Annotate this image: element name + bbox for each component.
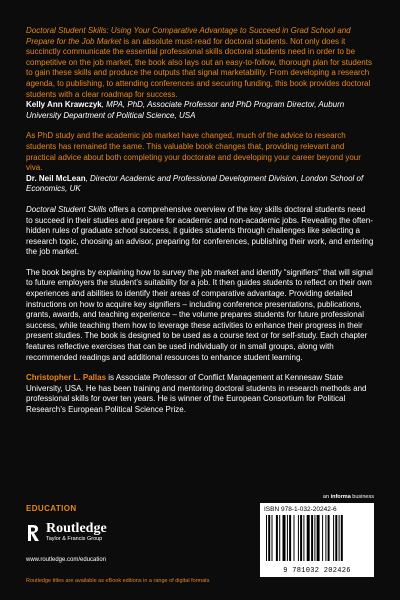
review-1-book-title: Doctoral Student Skills: Using Your Comparative Advantage to Succeed in Grad School and Prepare for the Job Market	[26, 26, 351, 46]
review-1-text	[26, 26, 374, 100]
review-1	[26, 26, 374, 121]
barcode-bar	[339, 515, 340, 561]
isbn-label: ISBN 978-1-032-20242-6	[264, 506, 337, 513]
barcode-bar	[287, 515, 288, 561]
review-1-attribution	[26, 100, 374, 121]
barcode-bar	[276, 515, 278, 561]
informa-imprint	[300, 494, 374, 500]
review-1-reviewer-name: Kelly Ann Krawczyk	[26, 100, 102, 110]
barcode-bar	[300, 515, 302, 561]
description-book-title: Doctoral Student Skills	[26, 204, 107, 214]
imprint-prefix: an	[322, 494, 330, 500]
review-2-attribution	[26, 174, 374, 195]
author-bio	[26, 373, 374, 415]
review-2-reviewer-name: Dr. Neil McLean	[26, 173, 86, 183]
barcode-bar	[294, 515, 295, 561]
description-paragraph-2	[26, 268, 374, 363]
description-paragraph-1	[26, 205, 374, 258]
publisher-name: Routledge	[46, 521, 107, 536]
barcode-icon	[264, 515, 370, 561]
publisher-group: Taylor & Francis Group	[46, 536, 103, 542]
description-p1-body: offers a comprehensive overview of the key skills doctoral students need to succeed in their studies and prepare for academic and non-academic jobs. Revealing the often-hidden rules of graduate school success, it guides students through challenges like selecting a research topic, choosing an advisor, preparing for conferences, publishing their work, and entering the job market.	[26, 204, 374, 257]
barcode-block	[260, 503, 374, 577]
description-p2-body: The book begins by explaining how to survey the job market and identify “signifiers” that will signal to future employers the student’s suitability for a job. It then guides students to reflect on their own experiences and abilities to identify their areas of comparative advantage. Providing detailed instructions on how to acquire key signifiers – including conference presentations, publications, grants, awards, and teaching experience – the volume prepares students for future professional success, while teaching them how to leverage these activities to enhance their progress in their present studies. The book is designed to be used as a course text or for self-study. Each chapter features reflective exercises that can be used individually or in small groups, along with recommended readings and additional resources to enhance student learning.	[26, 267, 373, 362]
barcode-bar	[322, 515, 323, 561]
barcode-bar	[325, 515, 326, 561]
barcode-bar	[289, 515, 291, 561]
publisher-url[interactable]: www.routledge.com/education	[26, 557, 107, 563]
barcode-bar	[268, 515, 270, 561]
author-bio-text: is Associate Professor of Conflict Management at Kennesaw State University, USA. He has been training and mentoring doctoral students in research methods and professional skills for over ten years. He is winner of the European Consortium for Political Research’s European Political Science Prize.	[26, 373, 367, 414]
barcode-bar	[328, 515, 330, 561]
barcode-bar	[272, 515, 273, 561]
barcode-digits: 9 781032 202426	[283, 567, 351, 575]
barcode-bar	[333, 515, 334, 561]
review-1-reviewer-title: , MPA, PhD, Associate Professor and PhD Program Director, Auburn University Department of Political Science, USA	[26, 100, 345, 120]
review-2	[26, 131, 374, 195]
barcode-bar	[341, 515, 343, 561]
routledge-logo-icon	[26, 524, 41, 542]
author-name: Christopher L. Pallas	[26, 373, 107, 383]
barcode-bar	[303, 515, 304, 561]
barcode-bar	[279, 515, 280, 561]
review-1-body: is an absolute must-read for doctoral students. Not only does it succinctly communicate the essential professional skills doctoral students need in order to be competitive on the job market, the book also lays out an easy-to-follow, thorough plan for students to gain these skills and produce the outputs that signal marketability. From developing a research agenda, to publishing, to attending conferences and securing funding, this book provides doctoral students with a clear roadmap for success.	[26, 36, 372, 99]
barcode-bar	[283, 515, 286, 561]
subject-category: EDUCATION	[26, 504, 77, 513]
barcode-bar	[311, 515, 313, 561]
review-2-body: As PhD study and the academic job market have changed, much of the advice to research students has remained the same. This valuable book changes that, providing relevant and practical advice about both completing your doctorate and developing your career beyond your viva.	[26, 131, 361, 173]
barcode-bar	[317, 515, 320, 561]
barcode-bar	[298, 515, 299, 561]
review-2-reviewer-title: , Director Academic and Professional Development Division, London School of Economics, UK	[26, 173, 364, 194]
barcode-bar	[314, 515, 315, 561]
barcode-bar	[307, 515, 310, 561]
imprint-brand: informa	[330, 494, 351, 500]
ebook-note: Routledge titles are available as eBook editions in a range of digital formats	[26, 578, 210, 584]
barcode-bar	[335, 515, 337, 561]
barcode-bar	[266, 515, 267, 561]
publisher-logo	[26, 522, 107, 543]
imprint-suffix: business	[352, 494, 374, 500]
